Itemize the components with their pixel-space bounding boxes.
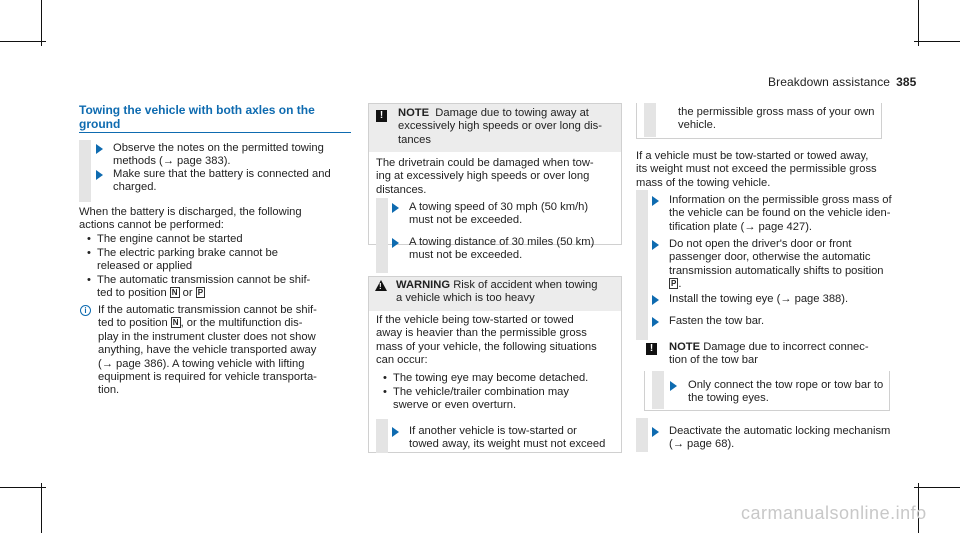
heading-rule [79, 132, 351, 133]
crop-mark [918, 0, 919, 46]
step-bar [636, 190, 648, 340]
body-paragraph: If a vehicle must be tow-started or towed away, its weight must not exceed the permissible gross mass of the towing vehicle. [636, 150, 877, 189]
crop-mark [41, 483, 42, 533]
gear-p-icon: P [671, 279, 677, 289]
notice-icon: ! [646, 343, 657, 355]
step-text: If another vehicle is tow-started or towed away, its weight must not exceed [409, 425, 606, 451]
step-text: Fasten the tow bar. [669, 315, 765, 327]
list-item: • The electric parking brake cannot be released or applied [87, 247, 278, 273]
watermark: carmanualsonline.info [741, 503, 927, 523]
note-body: The drivetrain could be damaged when tow- ing at excessively high speeds or over long distances. [376, 157, 594, 196]
page-number: 385 [896, 75, 917, 89]
list-item: • The engine cannot be started [87, 233, 243, 245]
body-paragraph: When the battery is discharged, the following actions cannot be performed: [79, 206, 302, 232]
warning-icon-mark: ! [379, 282, 382, 291]
bullet-icon: • [87, 247, 91, 259]
step-arrow-icon [652, 427, 659, 437]
heading-line: Towing the vehicle with both axles on the [79, 103, 315, 117]
step-arrow-icon [670, 381, 677, 391]
notice-icon: ! [376, 110, 387, 122]
step-bar [79, 140, 91, 202]
step-bar [644, 103, 656, 137]
step-arrow-icon [96, 170, 103, 180]
note-heading: NOTE Damage due to towing away at excessively high speeds or over long dis- tances [398, 107, 602, 146]
bullet-icon: • [383, 372, 387, 384]
step-text: Only connect the tow rope or tow bar to the towing eyes. [688, 379, 884, 405]
step-bar [376, 419, 388, 453]
list-item: • The towing eye may become detached. [383, 372, 589, 384]
step-bar [636, 418, 648, 452]
step-arrow-icon [652, 196, 659, 206]
heading-line: ground [79, 117, 121, 131]
step-text: A towing speed of 30 mph (50 km/h) must not be exceeded. [409, 201, 589, 227]
step-text: the permissible gross mass of your own vehicle. [678, 106, 875, 132]
step-arrow-icon [392, 238, 399, 248]
step-text: Information on the permissible gross mass of the vehicle can be found on the vehicle iden- tification plate (→ page 427). [669, 194, 892, 233]
section-heading [79, 103, 351, 131]
note-heading: NOTE Damage due to incorrect connec- tion of the tow bar [669, 341, 869, 367]
step-text: Make sure that the battery is connected and charged. [113, 168, 331, 194]
step-arrow-icon [652, 295, 659, 305]
page-header [768, 76, 916, 89]
list-item: • The automatic transmission cannot be shif- ted to position N or P [87, 274, 311, 300]
step-bar [376, 233, 388, 273]
warning-body: If the vehicle being tow-started or towed away is heavier than the permissible gross mass of your vehicle, the following situations can occur: [376, 314, 597, 367]
warning-heading: WARNING Risk of accident when towing a vehicle which is too heavy [396, 279, 598, 305]
gear-n-icon: N [172, 318, 179, 328]
step-arrow-icon [652, 240, 659, 250]
step-arrow-icon [652, 317, 659, 327]
crop-mark [0, 41, 46, 42]
info-text: If the automatic transmission cannot be shif- ted to position N , or the multifunction dis- play in the instrument cluster does not show anything, have the vehicle transported away (→ page 386). A towing vehicle with lifting equipment is required for vehicle transporta- tion. [98, 304, 317, 397]
step-arrow-icon [96, 144, 103, 154]
step-text: Do not open the driver's door or front passenger door, otherwise the automatic transmission automatically shifts to position P . [669, 238, 884, 291]
bullet-icon: • [87, 274, 91, 286]
info-icon: i [80, 305, 91, 316]
step-text: A towing distance of 30 miles (50 km) must not be exceeded. [409, 236, 595, 262]
crop-mark [0, 487, 46, 488]
gear-n-icon: N [171, 288, 178, 298]
step-arrow-icon [392, 203, 399, 213]
section-title: Breakdown assistance [768, 75, 891, 89]
step-bar [652, 371, 664, 409]
crop-mark [914, 487, 960, 488]
gear-p-icon: P [197, 288, 204, 298]
step-text: Observe the notes on the permitted towing methods (→ page 383). [113, 142, 324, 168]
step-text: Deactivate the automatic locking mechanism (→ page 68). [669, 425, 891, 451]
list-item: • The vehicle/trailer combination may swerve or even overturn. [383, 386, 569, 412]
crop-mark [41, 0, 42, 46]
bullet-icon: • [87, 233, 91, 245]
step-text: Install the towing eye (→ page 388). [669, 293, 849, 305]
step-arrow-icon [392, 427, 399, 437]
bullet-icon: • [383, 386, 387, 398]
crop-mark [914, 41, 960, 42]
